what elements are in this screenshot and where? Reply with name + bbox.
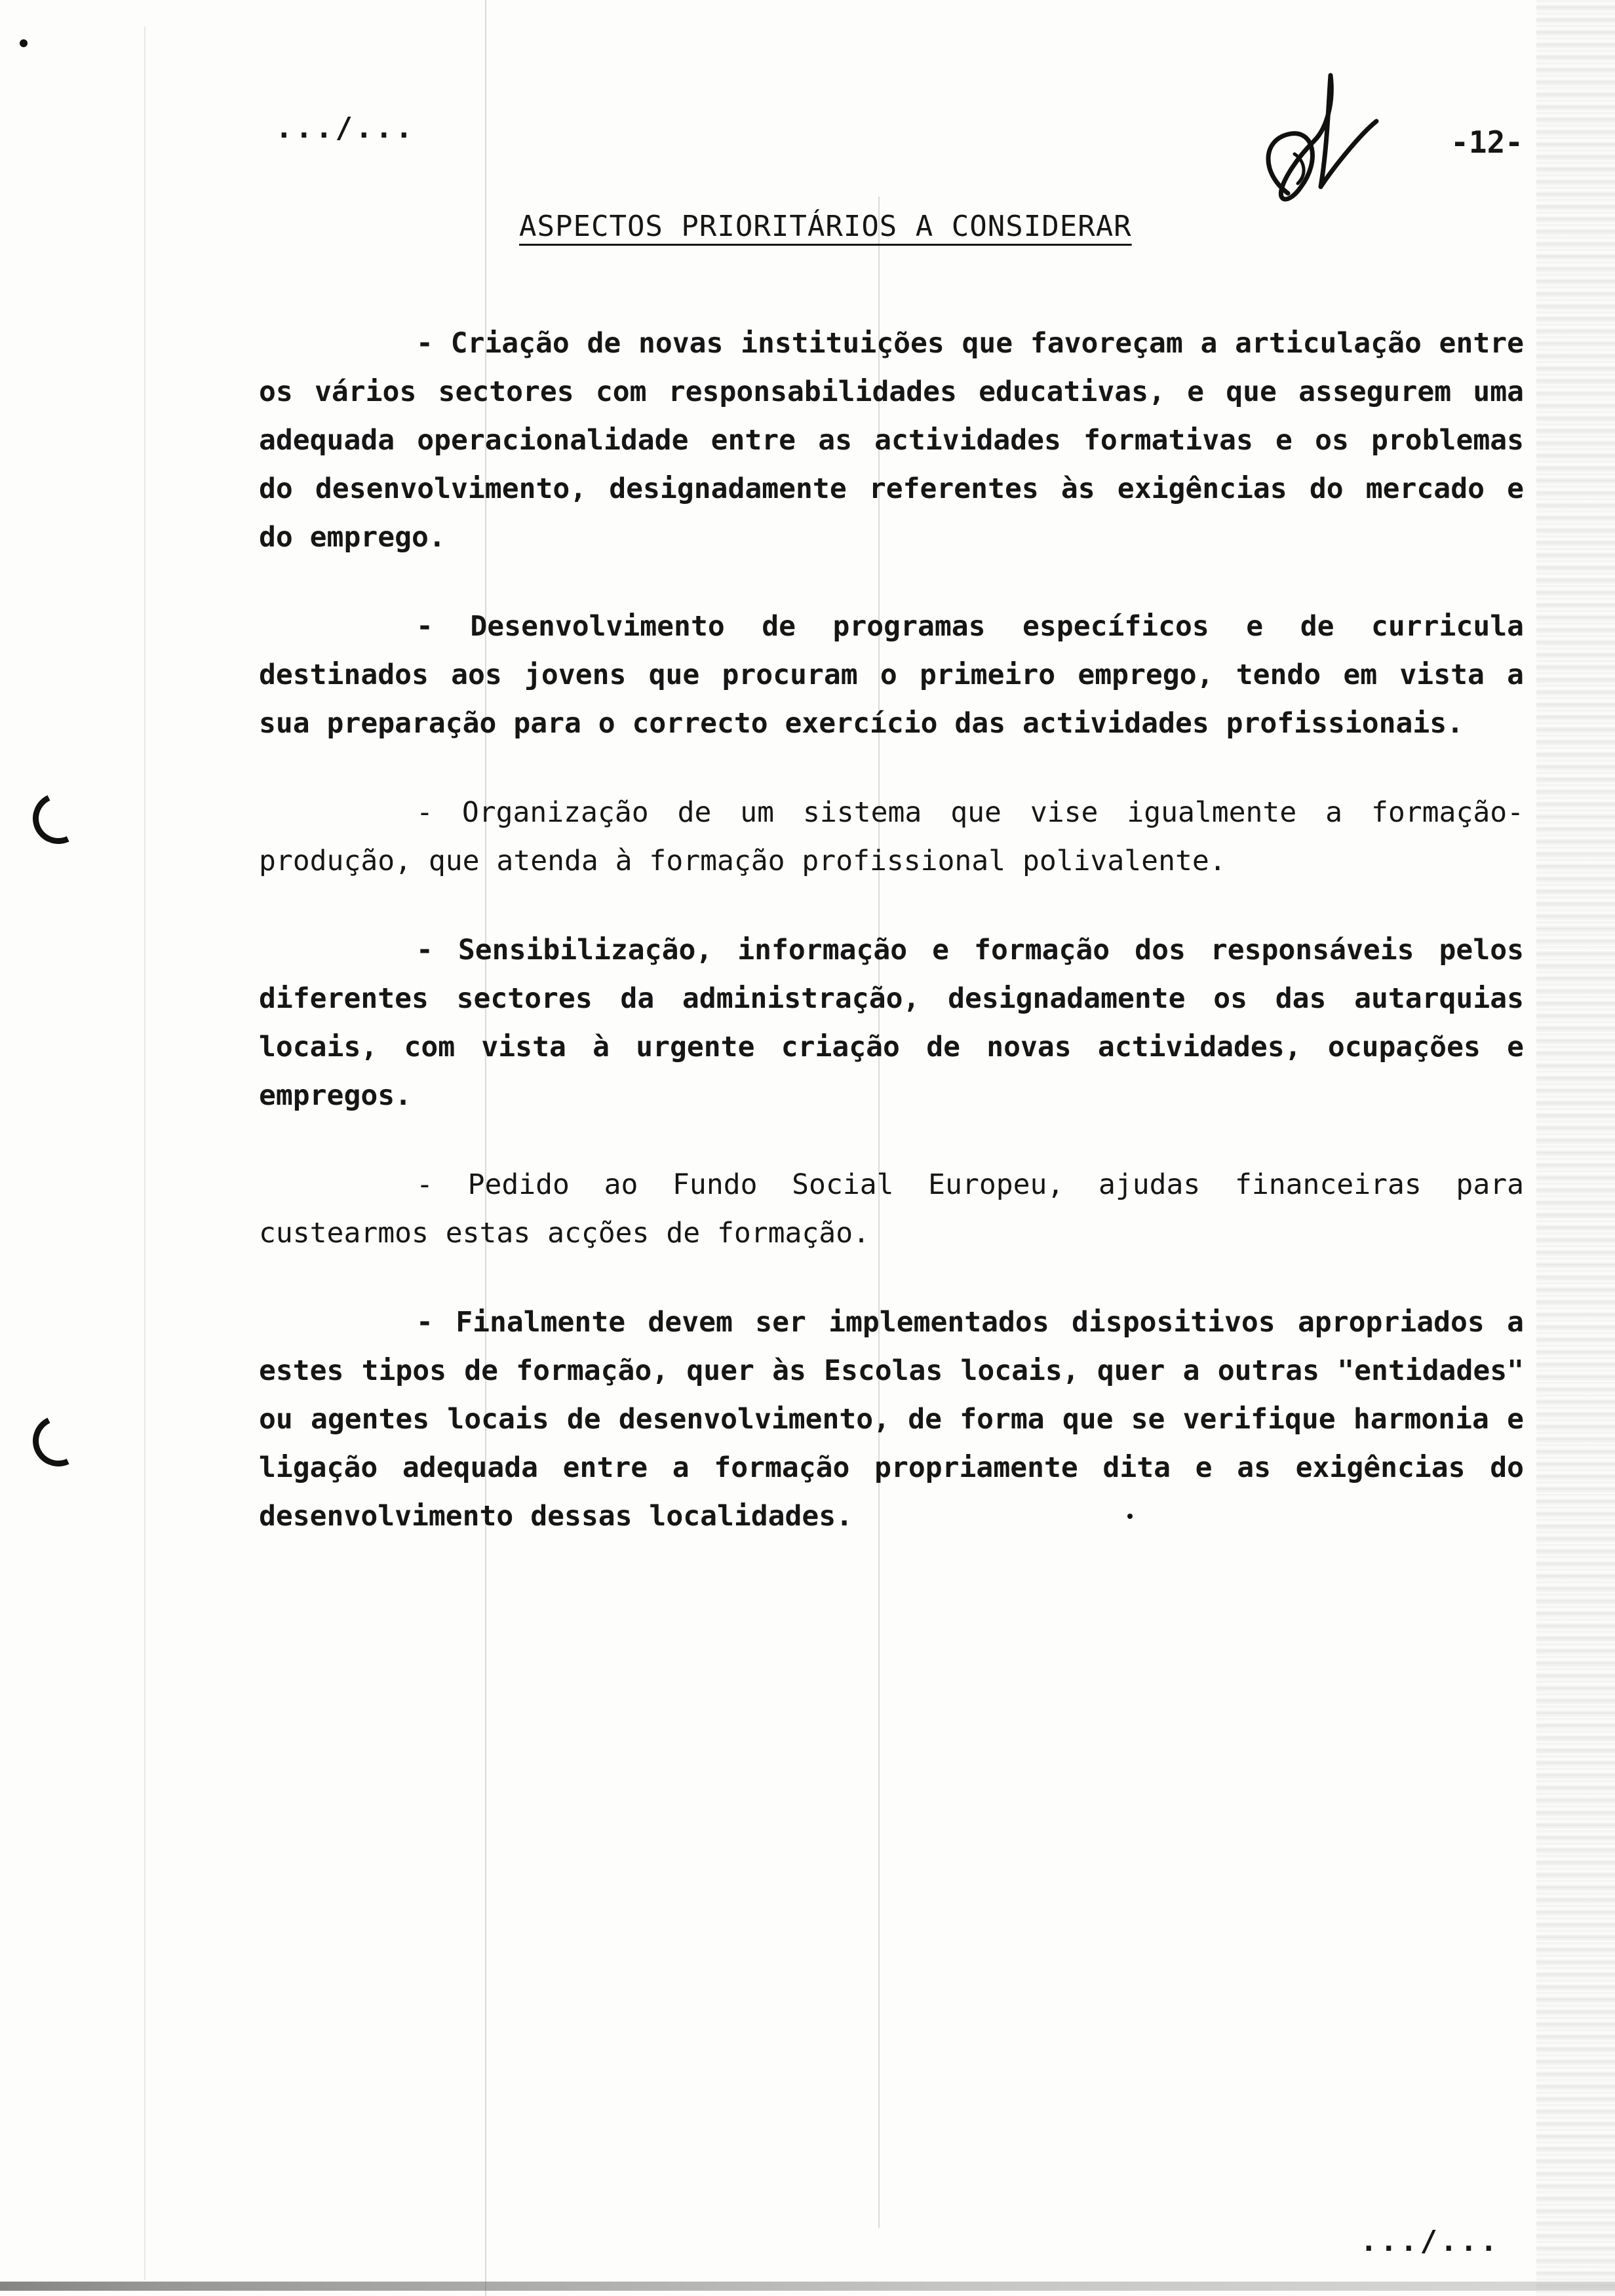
paragraph-system: - Organização de um sistema que vise igualmente a formação-produção, que atenda à formação profissional polivalente. bbox=[259, 796, 1524, 877]
page-number: -12- bbox=[1450, 124, 1523, 160]
paragraph-awareness: - Sensibilização, informação e formação dos responsáveis pelos diferentes sectores da administração, designadamente os das autarquias locais, com vista à urgente criação de novas actividades, ocupações e empregos. bbox=[259, 934, 1524, 1112]
continuation-mark-top: .../... bbox=[275, 111, 416, 145]
continuation-mark-bottom: .../... bbox=[1360, 2225, 1500, 2258]
body-text bbox=[259, 319, 1524, 1581]
paragraph-programs: - Desenvolvimento de programas específicos e de curricula destinados aos jovens que procuram o primeiro emprego, tendo em vista a sua preparação para o correcto exercício das actividades profissionais. bbox=[259, 610, 1524, 740]
paragraph-funding: - Pedido ao Fundo Social Europeu, ajudas financeiras para custearmos estas acções de formação. bbox=[259, 1168, 1524, 1250]
page-title: ASPECTOS PRIORITÁRIOS A CONSIDERAR bbox=[519, 210, 1132, 243]
scan-line bbox=[144, 26, 146, 2280]
punch-hole-mark bbox=[26, 786, 91, 851]
scan-edge-noise bbox=[1536, 0, 1615, 2296]
paragraph-institutions: - Criação de novas instituições que favoreçam a articulação entre os vários sectores com responsabilidades educativas, e que assegurem uma adequada operacionalidade entre as actividades formativas e os problemas do desenvolvimento, designadamente referentes às exigências do mercado e do emprego. bbox=[259, 327, 1524, 554]
punch-hole-mark bbox=[26, 1408, 91, 1474]
scan-bottom-edge bbox=[0, 2282, 1615, 2291]
paragraph-implementation: - Finalmente devem ser implementados dispositivos apropriados a estes tipos de formação, quer às Escolas locais, quer a outras "entidades" ou agentes locais de desenvolvimento, de forma que se verifique harmonia e ligação adequada entre a formação propriamente dita e as exigências do desenvolvimento dessas localidades. bbox=[259, 1306, 1524, 1533]
scan-speck bbox=[20, 39, 28, 47]
signature-initials bbox=[1249, 62, 1380, 220]
